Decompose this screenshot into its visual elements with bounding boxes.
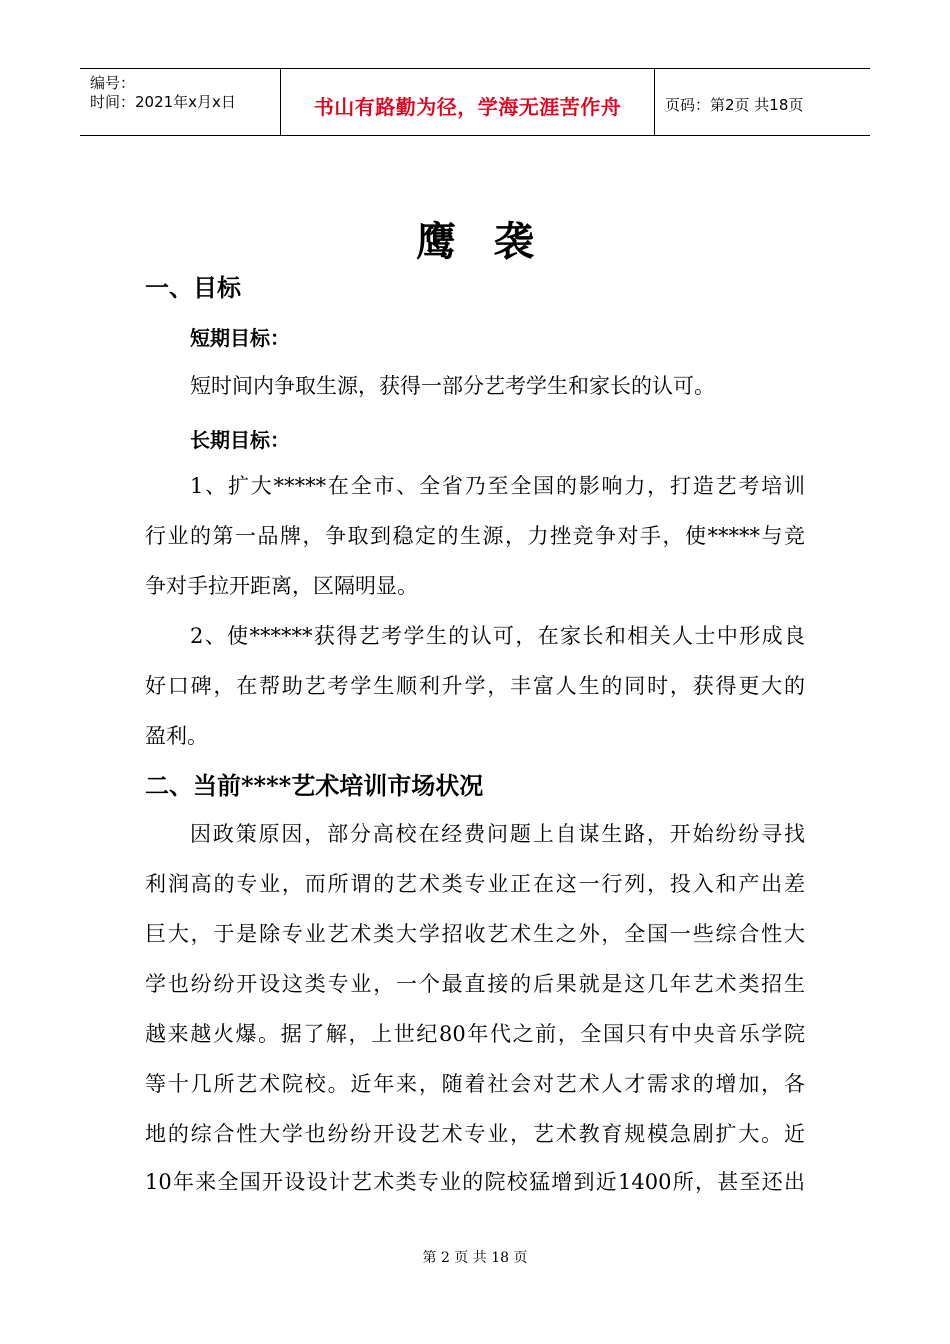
document-time-label: 时间：2021年x月x日 — [90, 93, 236, 111]
paragraph-line: 争对手拉开距离，区隔明显。 — [145, 574, 418, 598]
paragraph-line: 巨大，于是除专业艺术类大学招收艺术生之外，全国一些综合性大 — [145, 922, 805, 946]
paragraph-line: 行业的第一品牌，争取到稳定的生源，力挫竞争对手，使*****与竞 — [145, 524, 805, 548]
paragraph-line: 好口碑，在帮助艺考学生顺利升学，丰富人生的同时，获得更大的 — [145, 674, 805, 698]
paragraph-line: 利润高的专业，而所谓的艺术类专业正在这一行列，投入和产出差 — [145, 872, 805, 896]
short-term-goal-label: 短期目标： — [190, 326, 290, 350]
header-page-cell — [655, 69, 870, 135]
page-header — [80, 68, 870, 136]
paragraph-line: 10年来全国开设设计艺术类专业的院校猛增到近1400所，甚至还出 — [145, 1170, 805, 1194]
paragraph-line: 地的综合性大学也纷纷开设艺术专业，艺术教育规模急剧扩大。近 — [145, 1122, 805, 1146]
document-title: 鹰袭 — [416, 218, 572, 265]
document-number-label: 编号： — [90, 74, 136, 92]
page-footer-number: 第 2 页 共 18 页 — [422, 1250, 528, 1266]
header-motto-cell — [281, 69, 655, 135]
long-term-goal-label: 长期目标： — [190, 428, 290, 452]
header-page-number: 页码：第2页 共18页 — [665, 96, 804, 114]
short-term-goal-text: 短时间内争取生源，获得一部分艺考学生和家长的认可。 — [190, 374, 715, 398]
paragraph-line: 越来越火爆。据了解，上世纪80年代之前，全国只有中央音乐学院 — [145, 1022, 805, 1046]
paragraph-line: 学也纷纷开设这类专业，一个最直接的后果就是这几年艺术类招生 — [145, 972, 805, 996]
paragraph-line: 因政策原因，部分高校在经费问题上自谋生路，开始纷纷寻找 — [190, 822, 805, 846]
header-motto: 书山有路勤为径，学海无涯苦作舟 — [313, 95, 622, 119]
section-heading-goals: 一、目标 — [145, 273, 241, 302]
paragraph-line: 1、扩大*****在全市、全省乃至全国的影响力，打造艺考培训 — [190, 474, 805, 498]
paragraph-line: 盈利。 — [145, 724, 208, 748]
header-info-cell — [80, 69, 281, 135]
paragraph-line: 2、使******获得艺考学生的认可，在家长和相关人士中形成良 — [190, 624, 805, 648]
section-heading-market: 二、当前****艺术培训市场状况 — [145, 771, 484, 800]
paragraph-line: 等十几所艺术院校。近年来，随着社会对艺术人才需求的增加，各 — [145, 1072, 805, 1096]
